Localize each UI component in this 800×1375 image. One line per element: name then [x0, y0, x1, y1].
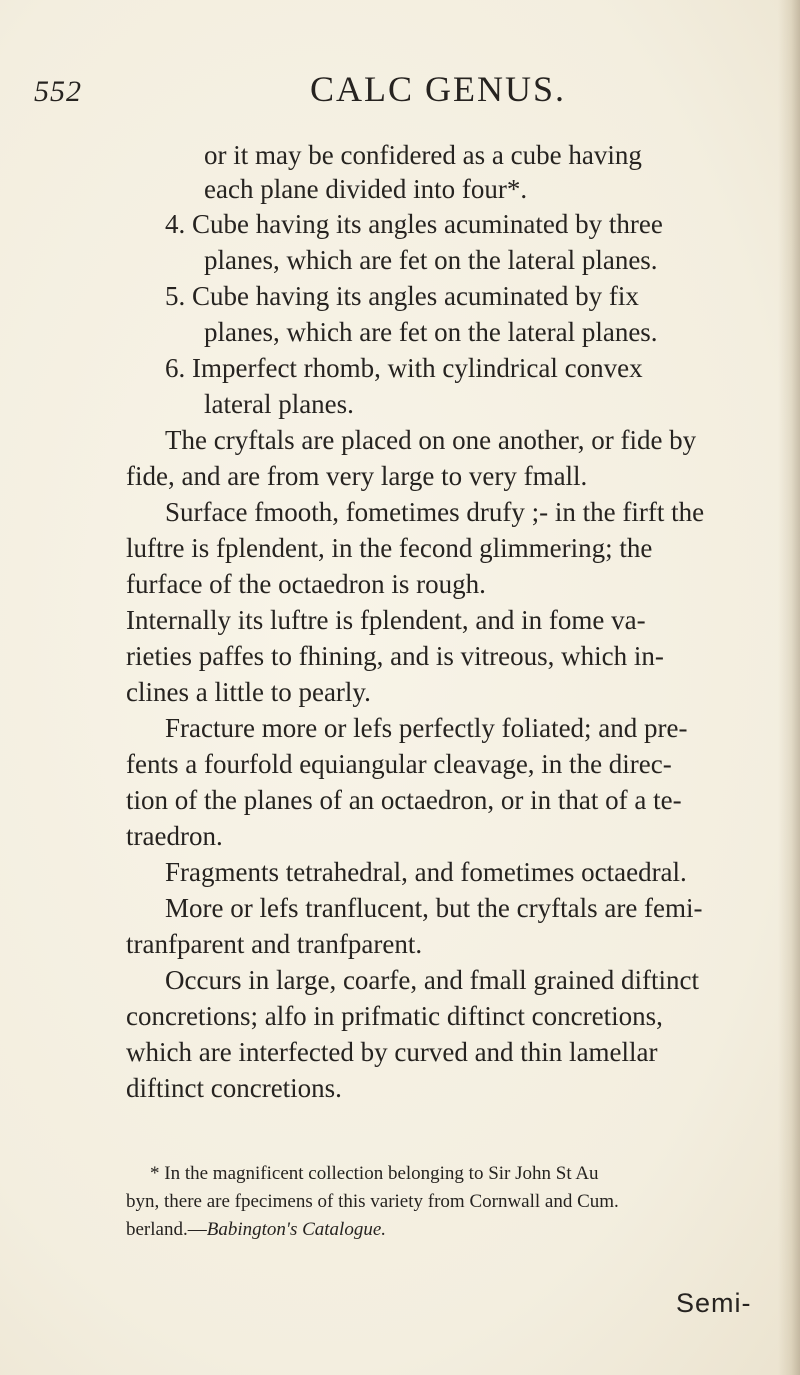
footnote-line: [126, 1218, 386, 1242]
body-line: 5. Cube having its angles acuminated by fix: [165, 281, 639, 311]
catchword: Semi-: [676, 1288, 752, 1318]
body-line: tion of the planes of an octaedron, or in that of a te-: [126, 785, 682, 815]
body-line: each plane divided into four*.: [204, 174, 528, 204]
body-line: planes, which are fet on the lateral planes.: [204, 245, 658, 275]
body-line: Fracture more or lefs perfectly foliated; and pre-: [165, 713, 688, 743]
body-line: fide, and are from very large to very fmall.: [126, 461, 588, 491]
body-line: traedron.: [126, 821, 223, 851]
body-line: rieties paffes to fhining, and is vitreous, which in-: [126, 641, 664, 671]
body-line: concretions; alfo in prifmatic diftinct concretions,: [126, 1001, 663, 1031]
body-line: furface of the octaedron is rough.: [126, 569, 486, 599]
body-line: Surface fmooth, fometimes drufy ;- in the firft the: [165, 497, 705, 527]
body-line: which are interfected by curved and thin lamellar: [126, 1037, 658, 1067]
body-line: 4. Cube having its angles acuminated by three: [165, 209, 663, 239]
footnote-line: byn, there are fpecimens of this variety from Cornwall and Cum.: [126, 1191, 619, 1212]
body-line: More or lefs tranflucent, but the cryftals are femi-: [165, 893, 703, 923]
body-line: clines a little to pearly.: [126, 677, 371, 707]
body-line: 6. Imperfect rhomb, with cylindrical convex: [165, 353, 643, 383]
running-head: CALC GENUS.: [310, 69, 567, 109]
body-line: Occurs in large, coarfe, and fmall grained diftinct: [165, 965, 700, 995]
body-line: The cryftals are placed on one another, or fide by: [165, 425, 697, 455]
body-line: lateral planes.: [204, 389, 354, 419]
body-line: luftre is fplendent, in the fecond glimmering; the: [126, 533, 653, 563]
body-line: Internally its luftre is fplendent, and in fome va-: [126, 605, 646, 635]
page-edge-shadow: [778, 0, 800, 1375]
footnote-line: * In the magnificent collection belonging to Sir John St Au: [150, 1163, 599, 1184]
body-line: tranfparent and tranfparent.: [126, 929, 423, 959]
body-line: Fragments tetrahedral, and fometimes octaedral.: [165, 857, 687, 887]
body-line: planes, which are fet on the lateral planes.: [204, 317, 658, 347]
body-line: or it may be confidered as a cube having: [204, 140, 642, 170]
footnote-source: Babington's Catalogue.: [206, 1219, 387, 1240]
footnote-text: berland.—: [126, 1219, 207, 1240]
page-number: 552: [34, 75, 82, 108]
body-line: fents a fourfold equiangular cleavage, in the direc-: [126, 749, 672, 779]
body-line: diftinct concretions.: [126, 1073, 342, 1103]
